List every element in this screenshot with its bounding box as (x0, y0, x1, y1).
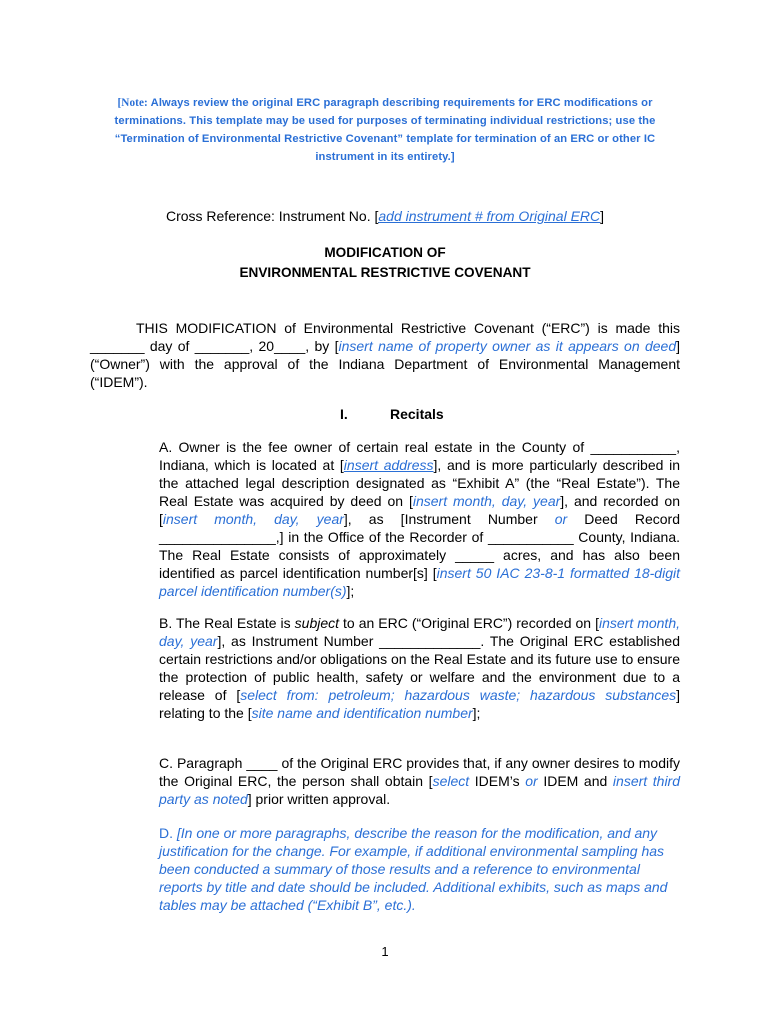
cross-reference-bracket-open: [ (374, 208, 379, 224)
document-title (90, 243, 680, 283)
recital-b (159, 614, 680, 722)
title-line-2: ENVIRONMENTAL RESTRICTIVE COVENANT (239, 265, 531, 280)
recital-a-field-or: or (554, 511, 568, 527)
recital-b-text-5: ]; (472, 705, 481, 721)
recital-c-text-3: IDEM and (537, 773, 613, 789)
recital-a-text-2: ], and is more particularly described in the attached legal description designated as “Exhibit A” (the “Real Estate”). The Real Estate was acquired by deed on [ (159, 457, 680, 509)
recital-b-emphasis: subject (294, 615, 340, 631)
recital-a-field-address: insert address (343, 457, 434, 473)
recital-c-text-1: C. Paragraph ____ of the Original ERC provides that, if any owner desires to modify the Original ERC, the person shall obtain [ (159, 755, 680, 789)
section-label: Recitals (390, 406, 444, 422)
recital-c-text-2: IDEM’s (469, 773, 526, 789)
recital-d-instructions: [In one or more paragraphs, describe the reason for the modification, and any justification for the change. For example, if additional environmental sampling has been conducted a summary of those results and a reference to environmental reports by title and date should be included. Additional exhibits, such as maps and tables may be attached (“Exhibit B”, etc.). (159, 825, 668, 913)
recital-a-text-3: ], and recorded on [ (159, 493, 680, 527)
note-text: Always review the original ERC paragraph describing requirements for ERC modifications or terminations. This template may be used for purposes of terminating individual restrictions; use the “Termination of Environmental Restrictive Covenant” template for termination of an ERC or other IC instrument in its entirety.] (114, 97, 656, 163)
page-number: 1 (381, 944, 389, 959)
recital-b-field-date: insert month, day, year (159, 615, 680, 649)
section-number: I. (340, 406, 348, 422)
recital-d-label: D. (159, 825, 177, 841)
intro-text-2: ] (“Owner”) with the approval of the Indiana Department of Environmental Management (“IDEM”). (90, 338, 681, 390)
recital-b-text-4: ] relating to the [ (159, 687, 681, 721)
recital-b-field-site: site name and identification number (251, 705, 473, 721)
recital-b-field-release-type: select from: petroleum; hazardous waste; hazardous substances (240, 687, 677, 703)
recital-c-field-third-party: insert third party as noted (159, 773, 681, 807)
recital-a-text-1: A. Owner is the fee owner of certain real estate in the County of ___________, Indiana, which is located at [ (159, 439, 680, 473)
recital-b-text-3: ], as Instrument Number _____________. The Original ERC established certain restrictions and/or obligations on the Real Estate and its future use to ensure the protection of public health, safety or welfare and the environment due to a release of [ (159, 633, 680, 703)
recital-c-field-or: or (525, 773, 538, 789)
recital-a-text-5: Deed Record _______________,] in the Office of the Recorder of ___________ County, Indiana. The Real Estate consists of approximately _____ acres, and has also been identified as parcel identification number[s] [ (159, 511, 680, 581)
cross-reference (90, 207, 680, 225)
cross-reference-bracket-close: ] (600, 208, 605, 224)
recital-a-text-6: ]; (346, 583, 355, 599)
recital-b-text-2: to an ERC (“Original ERC”) recorded on [ (339, 615, 599, 631)
recital-a-field-recorded-date: insert month, day, year (162, 511, 344, 527)
cross-reference-field: add instrument # from Original ERC (378, 208, 601, 224)
note-label: [Note: (117, 97, 148, 109)
recital-c-text-4: ] prior written approval. (247, 791, 391, 807)
intro-paragraph (90, 319, 680, 391)
recital-a (159, 438, 680, 600)
recital-a-field-parcel: insert 50 IAC 23-8-1 formatted 18-digit parcel identification number(s) (159, 565, 680, 599)
recital-a-field-deed-date: insert month, day, year (412, 493, 561, 509)
recital-b-text-1: B. The Real Estate is (159, 615, 295, 631)
recital-c (159, 754, 680, 808)
cross-reference-prefix: Cross Reference: Instrument No. (165, 208, 375, 224)
template-note (90, 94, 680, 166)
intro-field-owner: insert name of property owner as it appears on deed (338, 338, 677, 354)
recital-a-text-4: ], as [Instrument Number (343, 511, 555, 527)
title-line-1: MODIFICATION OF (324, 245, 446, 260)
recital-c-field-select: select (432, 773, 470, 789)
recital-d (159, 824, 680, 914)
intro-text-1: THIS MODIFICATION of Environmental Restrictive Covenant (“ERC”) is made this _______ day of _______, 20____, by [ (90, 320, 680, 354)
